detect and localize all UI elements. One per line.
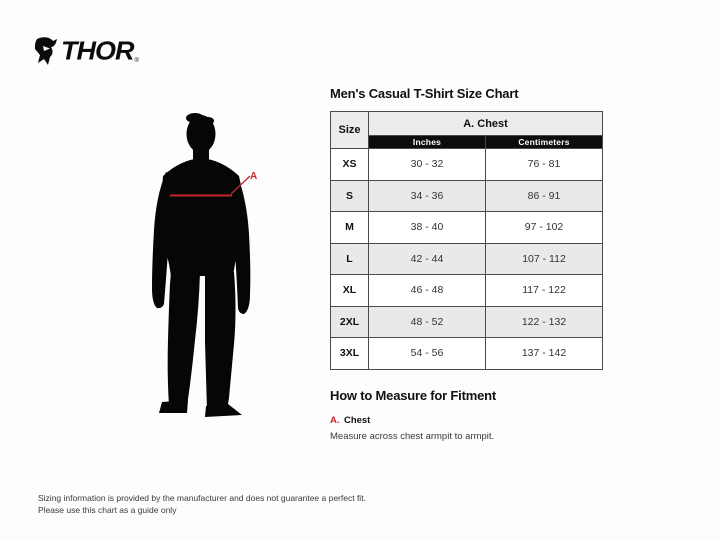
measure-item-key: A.	[330, 415, 340, 426]
table-row-l	[331, 243, 603, 275]
table-row-s	[331, 180, 603, 212]
measure-item-description: Measure across chest armpit to armpit.	[330, 431, 495, 442]
table-row-m	[331, 212, 603, 244]
thor-logo-icon	[34, 36, 58, 66]
disclaimer	[38, 492, 366, 517]
size-cell: L	[331, 243, 369, 275]
centimeters-cell: 137 - 142	[486, 338, 603, 370]
inches-cell: 30 - 32	[369, 149, 486, 181]
thor-logo	[34, 36, 139, 66]
centimeters-column-header: Centimeters	[486, 136, 603, 149]
inches-column-header: Inches	[369, 136, 486, 149]
size-cell: XL	[331, 275, 369, 307]
brand-wordmark: THOR	[61, 36, 134, 65]
how-to-measure-title: How to Measure for Fitment	[330, 388, 496, 403]
size-cell: 3XL	[331, 338, 369, 370]
chest-marker-label: A	[250, 171, 258, 182]
male-silhouette	[150, 112, 265, 420]
centimeters-cell: 117 - 122	[486, 275, 603, 307]
inches-cell: 34 - 36	[369, 180, 486, 212]
table-row-3xl	[331, 338, 603, 370]
size-cell: S	[331, 180, 369, 212]
size-chart-table	[330, 111, 603, 370]
centimeters-cell: 76 - 81	[486, 149, 603, 181]
inches-cell: 42 - 44	[369, 243, 486, 275]
table-row-xl	[331, 275, 603, 307]
size-chart-title: Men's Casual T-Shirt Size Chart	[330, 86, 519, 101]
measure-item-chest	[330, 410, 494, 442]
measure-item-heading	[330, 410, 494, 428]
centimeters-cell: 86 - 91	[486, 180, 603, 212]
size-cell: XS	[331, 149, 369, 181]
registered-mark: ®	[134, 58, 139, 64]
table-row-xs	[331, 149, 603, 181]
table-row-2xl	[331, 306, 603, 338]
inches-cell: 54 - 56	[369, 338, 486, 370]
inches-cell: 48 - 52	[369, 306, 486, 338]
centimeters-cell: 122 - 132	[486, 306, 603, 338]
inches-cell: 38 - 40	[369, 212, 486, 244]
size-cell: 2XL	[331, 306, 369, 338]
disclaimer-line-2: Please use this chart as a guide only	[38, 505, 177, 516]
measure-item-name: Chest	[343, 415, 371, 426]
disclaimer-line-1: Sizing information is provided by the manufacturer and does not guarantee a perfect fit.	[38, 493, 366, 503]
figure-area	[150, 112, 265, 420]
centimeters-cell: 107 - 112	[486, 243, 603, 275]
size-column-header: Size	[331, 112, 369, 149]
size-cell: M	[331, 212, 369, 244]
inches-cell: 46 - 48	[369, 275, 486, 307]
centimeters-cell: 97 - 102	[486, 212, 603, 244]
chest-group-header: A. Chest	[369, 112, 603, 136]
